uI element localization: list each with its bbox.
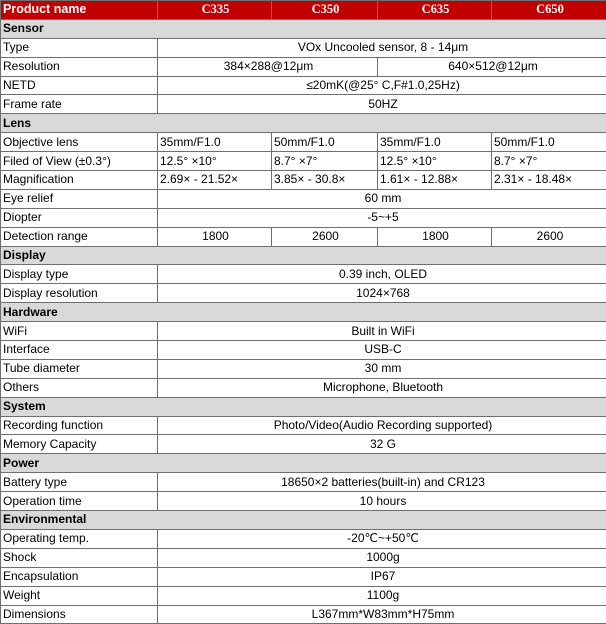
- spec-row-wifi: [1, 322, 606, 341]
- spec-label: Diopter: [1, 208, 158, 227]
- header-model: C350: [272, 1, 378, 20]
- spec-value: 8.7° ×7°: [492, 152, 606, 171]
- header-row: [1, 1, 606, 20]
- spec-value: 1000g: [158, 548, 606, 567]
- spec-value: 30 mm: [158, 359, 606, 378]
- spec-row-detection-range: [1, 227, 606, 246]
- spec-value: 2.69× - 21.52×: [158, 171, 272, 190]
- spec-label: Dimensions: [1, 605, 158, 624]
- spec-label: Operation time: [1, 492, 158, 511]
- section-title: Power: [1, 454, 606, 473]
- spec-label: Tube diameter: [1, 359, 158, 378]
- spec-value: Built in WiFi: [158, 322, 606, 341]
- spec-label: Display type: [1, 265, 158, 284]
- spec-value: 35mm/F1.0: [158, 133, 272, 152]
- spec-row-encapsulation: [1, 567, 606, 586]
- section-header-sensor: [1, 19, 606, 38]
- spec-label: Magnification: [1, 171, 158, 190]
- spec-value: 2600: [272, 227, 378, 246]
- section-title: System: [1, 397, 606, 416]
- spec-label: Battery type: [1, 473, 158, 492]
- spec-label: Recording function: [1, 416, 158, 435]
- spec-body: [1, 19, 606, 624]
- spec-value: 1100g: [158, 586, 606, 605]
- spec-value: -5~+5: [158, 208, 606, 227]
- spec-value: 1800: [158, 227, 272, 246]
- spec-row-frame-rate: [1, 95, 606, 114]
- spec-row-netd: [1, 76, 606, 95]
- section-title: Lens: [1, 114, 606, 133]
- spec-row-filed-of-view-0-3: [1, 152, 606, 171]
- header-model: C335: [158, 1, 272, 20]
- spec-label: Frame rate: [1, 95, 158, 114]
- spec-value: USB-C: [158, 341, 606, 360]
- spec-value: 8.7° ×7°: [272, 152, 378, 171]
- section-title: Hardware: [1, 303, 606, 322]
- spec-value: 32 G: [158, 435, 606, 454]
- spec-value: 12.5° ×10°: [158, 152, 272, 171]
- spec-label: Encapsulation: [1, 567, 158, 586]
- spec-label: Shock: [1, 548, 158, 567]
- spec-value: 50HZ: [158, 95, 606, 114]
- spec-row-others: [1, 378, 606, 397]
- spec-row-recording-function: [1, 416, 606, 435]
- spec-label: WiFi: [1, 322, 158, 341]
- spec-value: 50mm/F1.0: [492, 133, 606, 152]
- spec-row-tube-diameter: [1, 359, 606, 378]
- spec-row-weight: [1, 586, 606, 605]
- section-title: Display: [1, 246, 606, 265]
- spec-row-eye-relief: [1, 189, 606, 208]
- spec-value: 3.85× - 30.8×: [272, 171, 378, 190]
- spec-label: Objective lens: [1, 133, 158, 152]
- spec-value: L367mm*W83mm*H75mm: [158, 605, 606, 624]
- section-title: Environmental: [1, 511, 606, 530]
- spec-label: Weight: [1, 586, 158, 605]
- spec-value: IP67: [158, 567, 606, 586]
- spec-row-diopter: [1, 208, 606, 227]
- spec-value: -20℃~+50℃: [158, 529, 606, 548]
- spec-label: Display resolution: [1, 284, 158, 303]
- spec-value: Microphone, Bluetooth: [158, 378, 606, 397]
- spec-row-objective-lens: [1, 133, 606, 152]
- spec-label: Filed of View (±0.3°): [1, 152, 158, 171]
- spec-label: Eye relief: [1, 189, 158, 208]
- spec-value: 1024×768: [158, 284, 606, 303]
- spec-value: 0.39 inch, OLED: [158, 265, 606, 284]
- spec-label: Operating temp.: [1, 529, 158, 548]
- spec-label: Memory Capacity: [1, 435, 158, 454]
- section-header-display: [1, 246, 606, 265]
- spec-value: ≤20mK(@25° C,F#1.0,25Hz): [158, 76, 606, 95]
- spec-row-magnification: [1, 171, 606, 190]
- spec-value: 12.5° ×10°: [378, 152, 492, 171]
- spec-value: 640×512@12μm: [378, 57, 606, 76]
- spec-row-memory-capacity: [1, 435, 606, 454]
- section-header-environmental: [1, 511, 606, 530]
- spec-label: Type: [1, 38, 158, 57]
- spec-value: 18650×2 batteries(built-in) and CR123: [158, 473, 606, 492]
- section-header-hardware: [1, 303, 606, 322]
- spec-row-display-resolution: [1, 284, 606, 303]
- spec-label: Interface: [1, 341, 158, 360]
- spec-value: 60 mm: [158, 189, 606, 208]
- spec-value: 384×288@12μm: [158, 57, 378, 76]
- spec-row-operation-time: [1, 492, 606, 511]
- section-header-system: [1, 397, 606, 416]
- spec-row-type: [1, 38, 606, 57]
- spec-row-shock: [1, 548, 606, 567]
- spec-value: 35mm/F1.0: [378, 133, 492, 152]
- header-model: C635: [378, 1, 492, 20]
- spec-label: Detection range: [1, 227, 158, 246]
- spec-value: 10 hours: [158, 492, 606, 511]
- header-product-name: Product name: [1, 1, 158, 20]
- spec-value: VOx Uncooled sensor, 8 - 14μm: [158, 38, 606, 57]
- spec-value: Photo/Video(Audio Recording supported): [158, 416, 606, 435]
- spec-value: 1800: [378, 227, 492, 246]
- spec-value: 2600: [492, 227, 606, 246]
- section-title: Sensor: [1, 19, 606, 38]
- spec-label: Resolution: [1, 57, 158, 76]
- spec-label: Others: [1, 378, 158, 397]
- spec-value: 1.61× - 12.88×: [378, 171, 492, 190]
- section-header-power: [1, 454, 606, 473]
- section-header-lens: [1, 114, 606, 133]
- spec-row-battery-type: [1, 473, 606, 492]
- spec-row-interface: [1, 341, 606, 360]
- spec-row-display-type: [1, 265, 606, 284]
- spec-label: NETD: [1, 76, 158, 95]
- spec-row-resolution: [1, 57, 606, 76]
- header-model: C650: [492, 1, 606, 20]
- spec-row-operating-temp: [1, 529, 606, 548]
- spec-value: 2.31× - 18.48×: [492, 171, 606, 190]
- spec-value: 50mm/F1.0: [272, 133, 378, 152]
- spec-row-dimensions: [1, 605, 606, 624]
